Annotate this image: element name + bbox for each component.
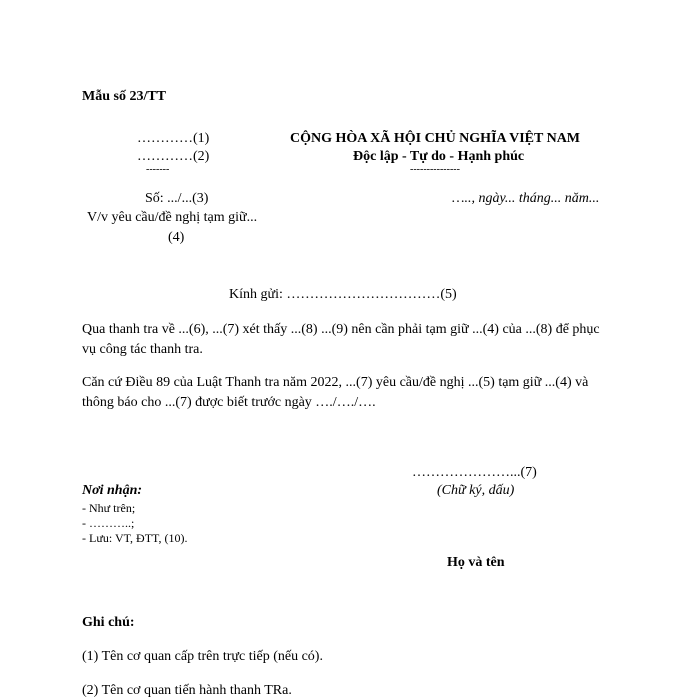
national-motto: Độc lập - Tự do - Hạnh phúc: [353, 149, 525, 164]
recipient-item: - ………..;: [82, 516, 135, 530]
agency-rule: -------: [146, 164, 170, 175]
form-number: Mẫu số 23/TT: [82, 89, 167, 104]
subject-line-2: (4): [168, 230, 185, 245]
recipient-line: Kính gửi: ……………………………(5): [229, 287, 457, 302]
body-paragraph-1: Qua thanh tra về ...(6), ...(7) xét thấy ...(8) ...(9) nên cần phải tạm giữ ...(4) của ...(8) để phục vụ công tác thanh tra.: [82, 322, 600, 357]
document-date: ….., ngày... tháng... năm...: [452, 191, 600, 206]
body-paragraph-2: Căn cứ Điều 89 của Luật Thanh tra năm 2022, ...(7) yêu cầu/đề nghị ...(5) tạm giữ ...(4) và thông báo cho ...(7) được biết trước ngày …./…./….: [82, 375, 589, 410]
recipients-heading: Nơi nhận:: [82, 483, 143, 498]
subject-line-1: V/v yêu cầu/đề nghị tạm giữ...: [87, 210, 258, 225]
agency-line-1: …………(1): [137, 131, 210, 146]
note-item: (1) Tên cơ quan cấp trên trực tiếp (nếu có).: [82, 649, 323, 664]
document-number: Số: .../...(3): [145, 191, 209, 206]
signature-note: (Chữ ký, dấu): [437, 483, 515, 498]
national-title: CỘNG HÒA XÃ HỘI CHỦ NGHĨA VIỆT NAM: [290, 131, 581, 146]
agency-line-2: …………(2): [137, 149, 210, 164]
notes-heading: Ghi chú:: [82, 615, 135, 630]
national-rule: ---------------: [410, 164, 460, 175]
signer-name: Họ và tên: [447, 555, 505, 570]
recipient-item: - Lưu: VT, ĐTT, (10).: [82, 531, 188, 545]
recipient-item: - Như trên;: [82, 501, 136, 515]
note-item: (2) Tên cơ quan tiến hành thanh TRa.: [82, 683, 292, 698]
signature-line: …………………...(7): [412, 465, 537, 480]
